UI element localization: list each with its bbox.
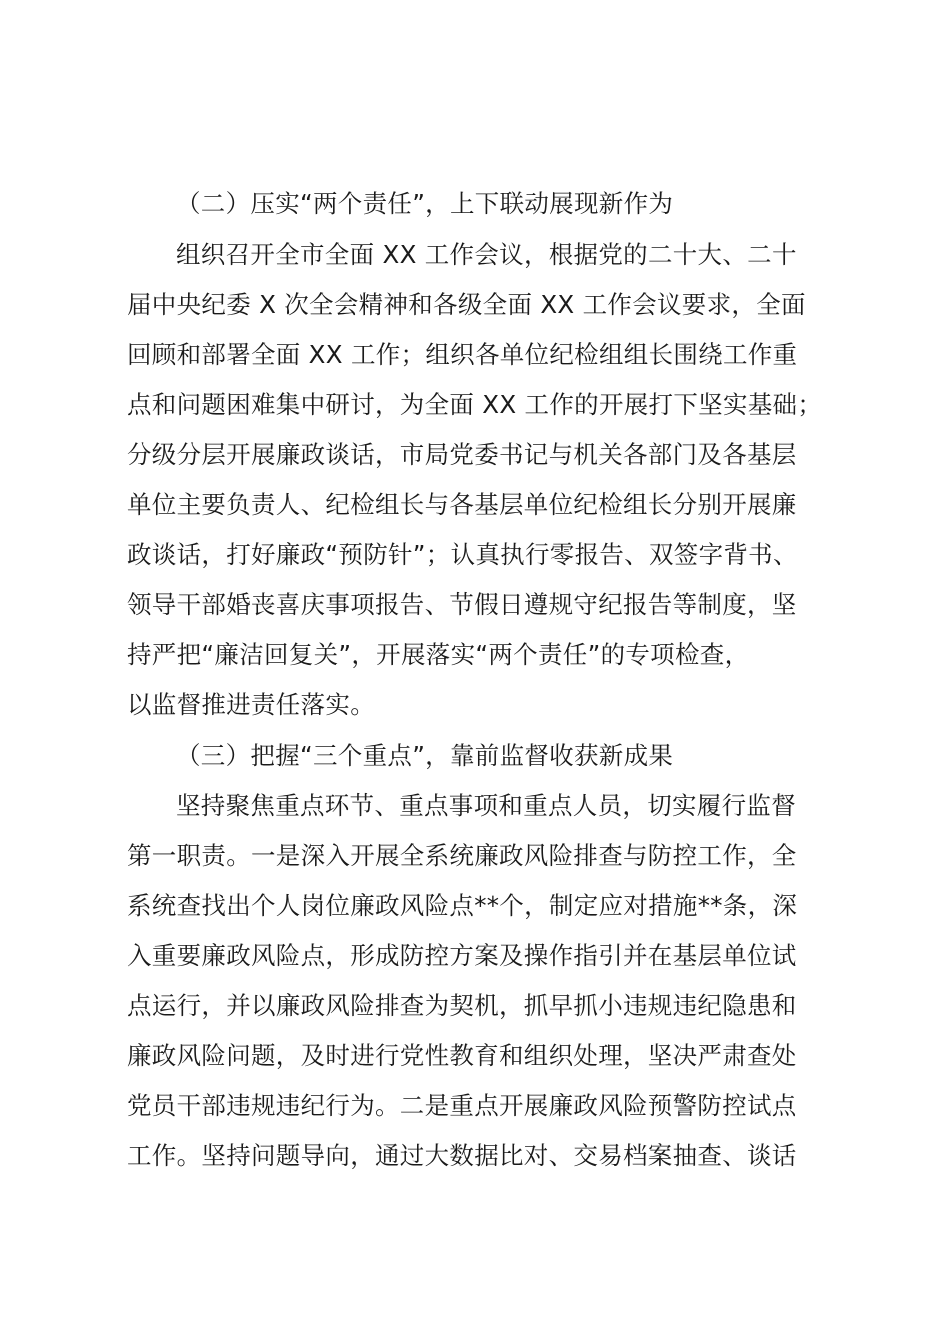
paragraph-line: 回顾和部署全面 XX 工作；组织各单位纪检组组长围绕工作重 (127, 340, 798, 369)
paragraph-line: 组织召开全市全面 XX 工作会议，根据党的二十大、二十 (176, 240, 797, 269)
paragraph-line: 政谈话，打好廉政“预防针”；认真执行零报告、双签字背书、 (127, 540, 798, 569)
paragraph-line: 点运行，并以廉政风险排查为契机，抓早抓小违规违纪隐患和 (127, 991, 797, 1020)
paragraph-line: 单位主要负责人、纪检组长与各基层单位纪检组长分别开展廉 (127, 490, 797, 519)
paragraph-line: 廉政风险问题，及时进行党性教育和组织处理，坚决严肃查处 (127, 1041, 797, 1070)
paragraph-line: 以监督推进责任落实。 (127, 690, 375, 719)
paragraph-line: 坚持聚焦重点环节、重点事项和重点人员，切实履行监督 (176, 791, 796, 820)
paragraph-line: 分级分层开展廉政谈话，市局党委书记与机关各部门及各基层 (127, 440, 797, 469)
paragraph-line: 持严把“廉洁回复关”，开展落实“两个责任”的专项检查， (127, 640, 750, 669)
paragraph-line: 入重要廉政风险点，形成防控方案及操作指引并在基层单位试 (127, 941, 797, 970)
section-heading-3: （三）把握“三个重点”，靠前监督收获新成果 (176, 741, 674, 770)
section-heading-2: （二）压实“两个责任”，上下联动展现新作为 (176, 189, 674, 218)
paragraph-line: 点和问题困难集中研讨，为全面 XX 工作的开展打下坚实基础； (127, 390, 823, 419)
paragraph-line: 系统查找出个人岗位廉政风险点**个，制定应对措施**条，深 (127, 891, 798, 920)
paragraph-line: 领导干部婚丧喜庆事项报告、节假日遵规守纪报告等制度，坚 (127, 590, 797, 619)
paragraph-line: 届中央纪委 X 次全会精神和各级全面 XX 工作会议要求，全面 (127, 290, 806, 319)
paragraph-line: 党员干部违规违纪行为。二是重点开展廉政风险预警防控试点 (127, 1091, 797, 1120)
paragraph-line: 工作。坚持问题导向，通过大数据比对、交易档案抽查、谈话 (127, 1141, 797, 1170)
paragraph-line: 第一职责。一是深入开展全系统廉政风险排查与防控工作，全 (127, 841, 797, 870)
